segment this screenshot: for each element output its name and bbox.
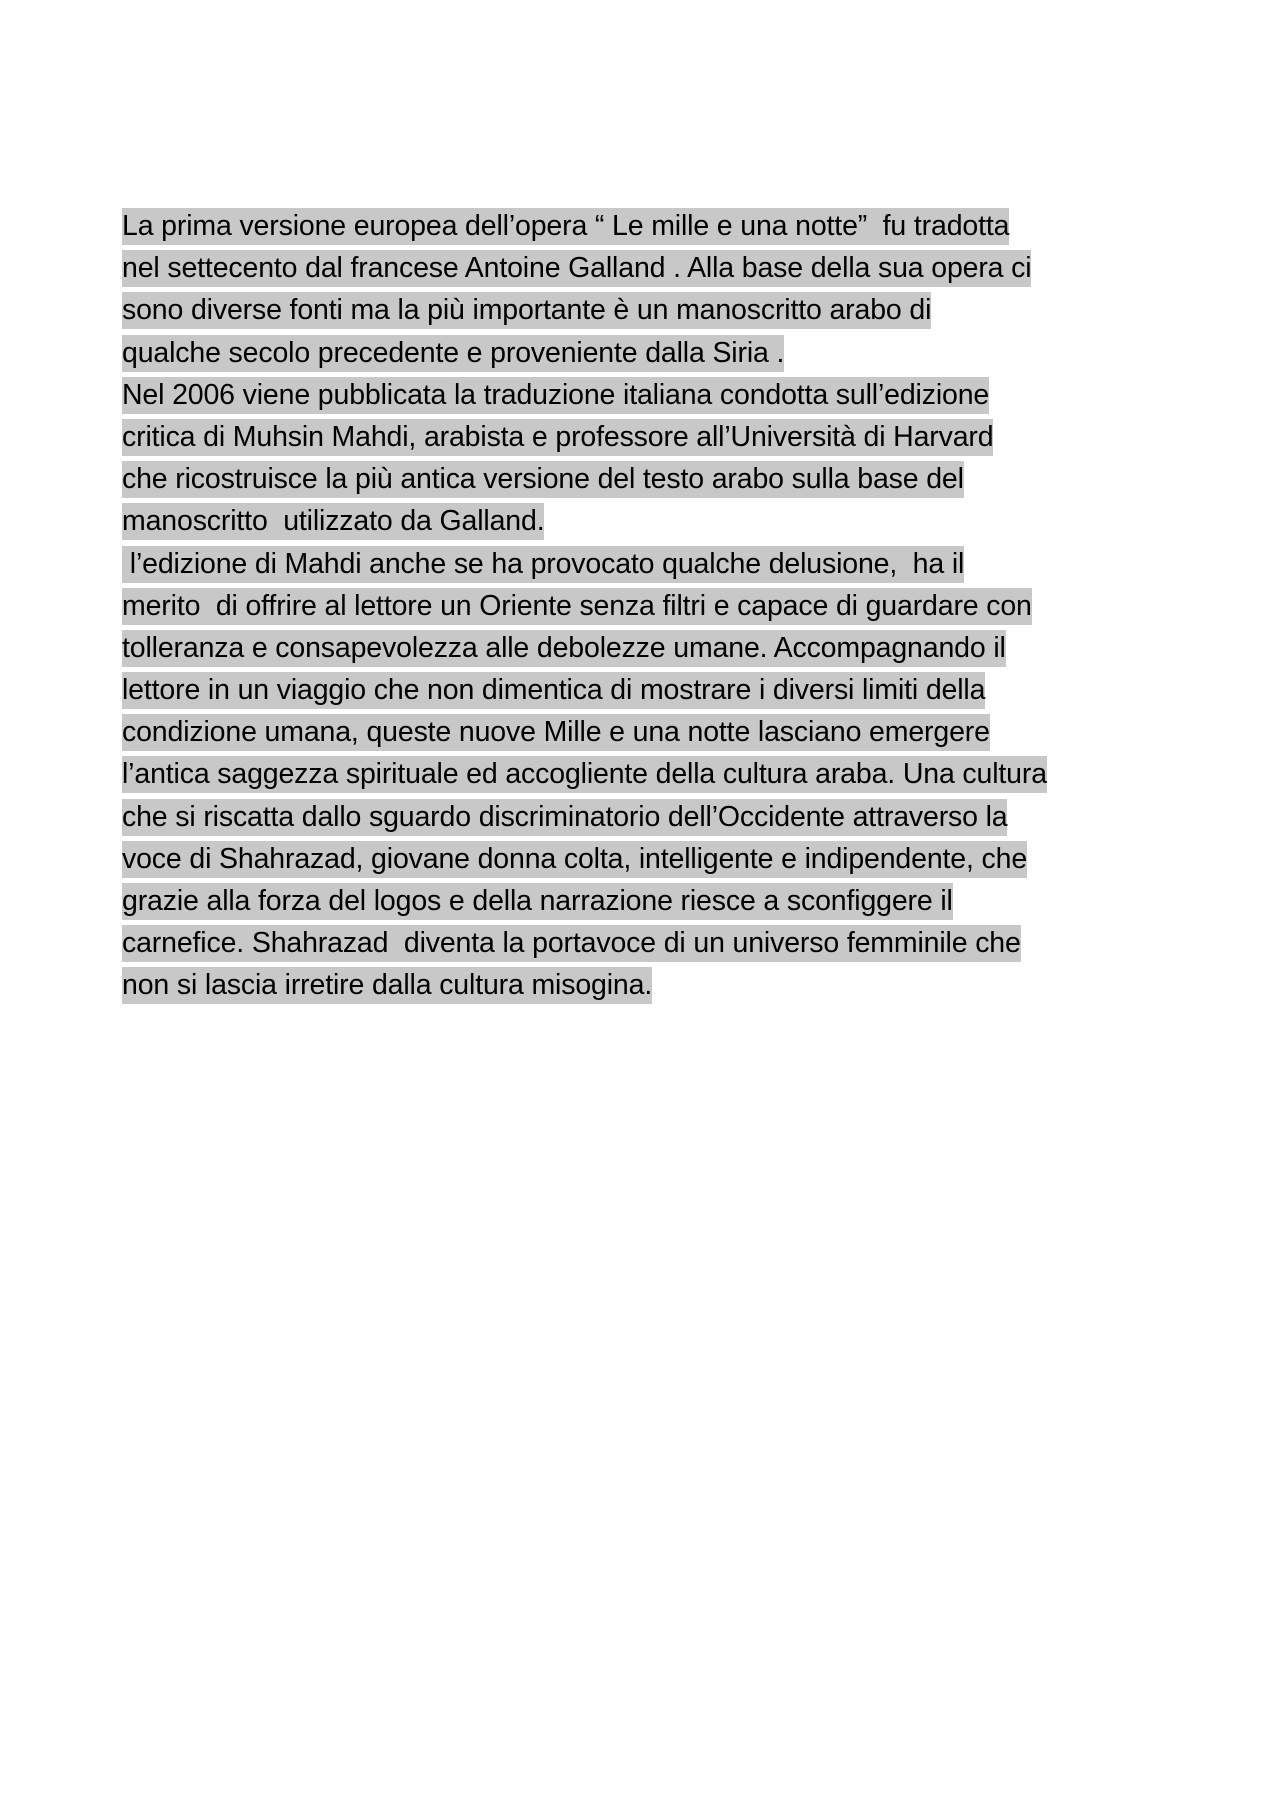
text-line xyxy=(122,796,1182,838)
highlighted-text: La prima versione europea dell’opera “ Le mille e una notte” fu tradotta xyxy=(122,208,1009,245)
text-line xyxy=(122,711,1182,753)
highlighted-text: tolleranza e consapevolezza alle debolezze umane. Accompagnando il xyxy=(122,630,1006,667)
highlighted-text: condizione umana, queste nuove Mille e una notte lasciano emergere xyxy=(122,714,990,751)
text-line xyxy=(122,543,1182,585)
text-line xyxy=(122,669,1182,711)
text-line xyxy=(122,922,1182,964)
text-line xyxy=(122,627,1182,669)
text-line xyxy=(122,838,1182,880)
highlighted-text: manoscritto utilizzato da Galland. xyxy=(122,503,544,540)
highlighted-text: l’edizione di Mahdi anche se ha provocato qualche delusione, ha il xyxy=(122,546,964,583)
highlighted-text: Nel 2006 viene pubblicata la traduzione italiana condotta sull’edizione xyxy=(122,377,989,414)
text-line xyxy=(122,332,1182,374)
body-text xyxy=(122,205,1182,1007)
text-line xyxy=(122,289,1182,331)
text-line xyxy=(122,416,1182,458)
text-line xyxy=(122,205,1182,247)
highlighted-text: nel settecento dal francese Antoine Galland . Alla base della sua opera ci xyxy=(122,250,1031,287)
highlighted-text: che ricostruisce la più antica versione del testo arabo sulla base del xyxy=(122,461,964,498)
highlighted-text: critica di Muhsin Mahdi, arabista e professore all’Università di Harvard xyxy=(122,419,993,456)
highlighted-text: merito di offrire al lettore un Oriente senza filtri e capace di guardare con xyxy=(122,588,1032,625)
text-line xyxy=(122,880,1182,922)
highlighted-text: lettore in un viaggio che non dimentica di mostrare i diversi limiti della xyxy=(122,672,985,709)
text-line xyxy=(122,500,1182,542)
highlighted-text: qualche secolo precedente e proveniente dalla Siria . xyxy=(122,335,784,372)
highlighted-text: sono diverse fonti ma la più importante è un manoscritto arabo di xyxy=(122,292,931,329)
highlighted-text: grazie alla forza del logos e della narrazione riesce a sconfiggere il xyxy=(122,883,953,920)
highlighted-text: non si lascia irretire dalla cultura misogina. xyxy=(122,967,652,1004)
text-line xyxy=(122,458,1182,500)
highlighted-text: che si riscatta dallo sguardo discriminatorio dell’Occidente attraverso la xyxy=(122,799,1007,836)
text-line xyxy=(122,247,1182,289)
highlighted-text: carnefice. Shahrazad diventa la portavoce di un universo femminile che xyxy=(122,925,1021,962)
text-line xyxy=(122,964,1182,1006)
highlighted-text: l’antica saggezza spirituale ed accogliente della cultura araba. Una cultura xyxy=(122,756,1047,793)
text-line xyxy=(122,753,1182,795)
highlighted-text: voce di Shahrazad, giovane donna colta, intelligente e indipendente, che xyxy=(122,841,1027,878)
text-line xyxy=(122,374,1182,416)
text-line xyxy=(122,585,1182,627)
